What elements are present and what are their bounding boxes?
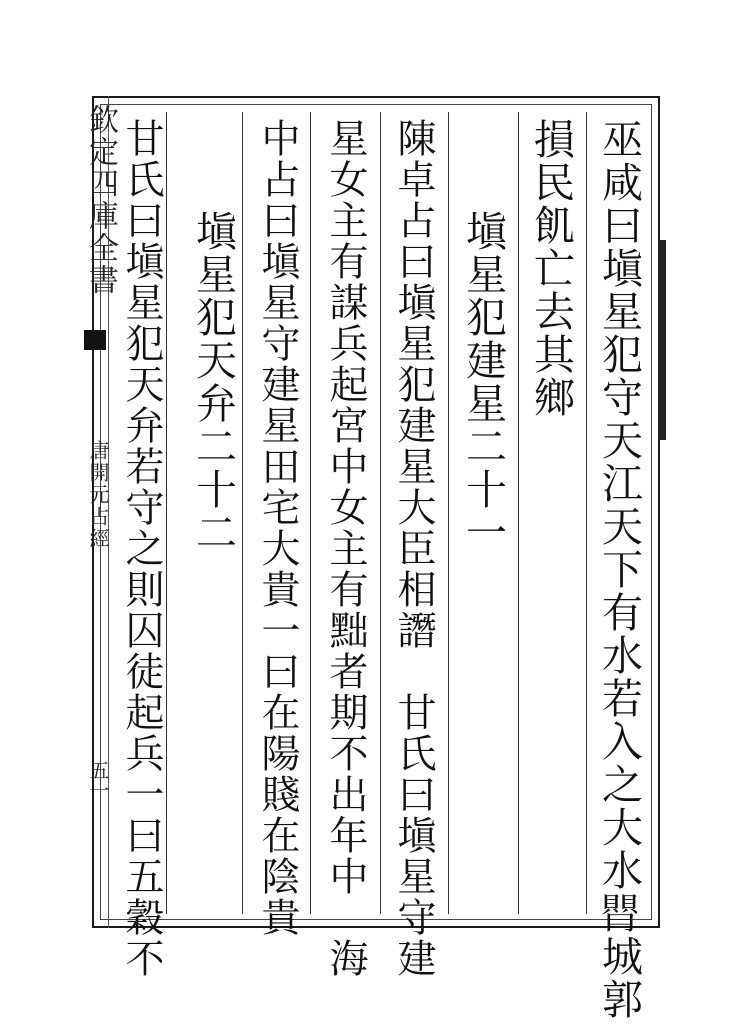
page-number: 五一 — [86, 760, 110, 800]
text-column-1: 巫咸曰塡星犯守天江天下有水若入之大水𦡺城郭 — [595, 118, 643, 1021]
column-rule — [242, 112, 243, 914]
column-rule — [166, 112, 167, 914]
text-column-7: 塡星犯天弁二十二 — [189, 210, 237, 554]
column-rule — [586, 112, 587, 914]
text-column-6: 中占曰塡星守建星田宅大貴一曰在陽賤在陰貴 — [255, 118, 300, 938]
column-rule — [448, 112, 449, 914]
text-column-5: 星女主有謀兵起宮中女主有黜者期不出年中 海 — [323, 118, 368, 979]
fore-edge-mark — [658, 240, 666, 440]
column-rule — [310, 112, 311, 914]
text-column-4: 陳卓占曰塡星犯建星大臣相譖 甘氏曰塡星守建 — [391, 118, 436, 979]
column-rule — [518, 112, 519, 914]
text-column-8: 甘氏曰塡星犯天弁若守之則囚徒起兵一曰五穀不 — [119, 118, 164, 979]
book-title: 唐開元占經 — [86, 440, 110, 550]
spine-title: 欽定四庫全書 — [83, 104, 118, 296]
spine-black-mark — [84, 330, 106, 350]
text-column-2: 損民飢亡去其鄉 — [527, 118, 575, 419]
column-rule — [380, 112, 381, 914]
text-column-3: 塡星犯建星二十一 — [459, 210, 507, 554]
